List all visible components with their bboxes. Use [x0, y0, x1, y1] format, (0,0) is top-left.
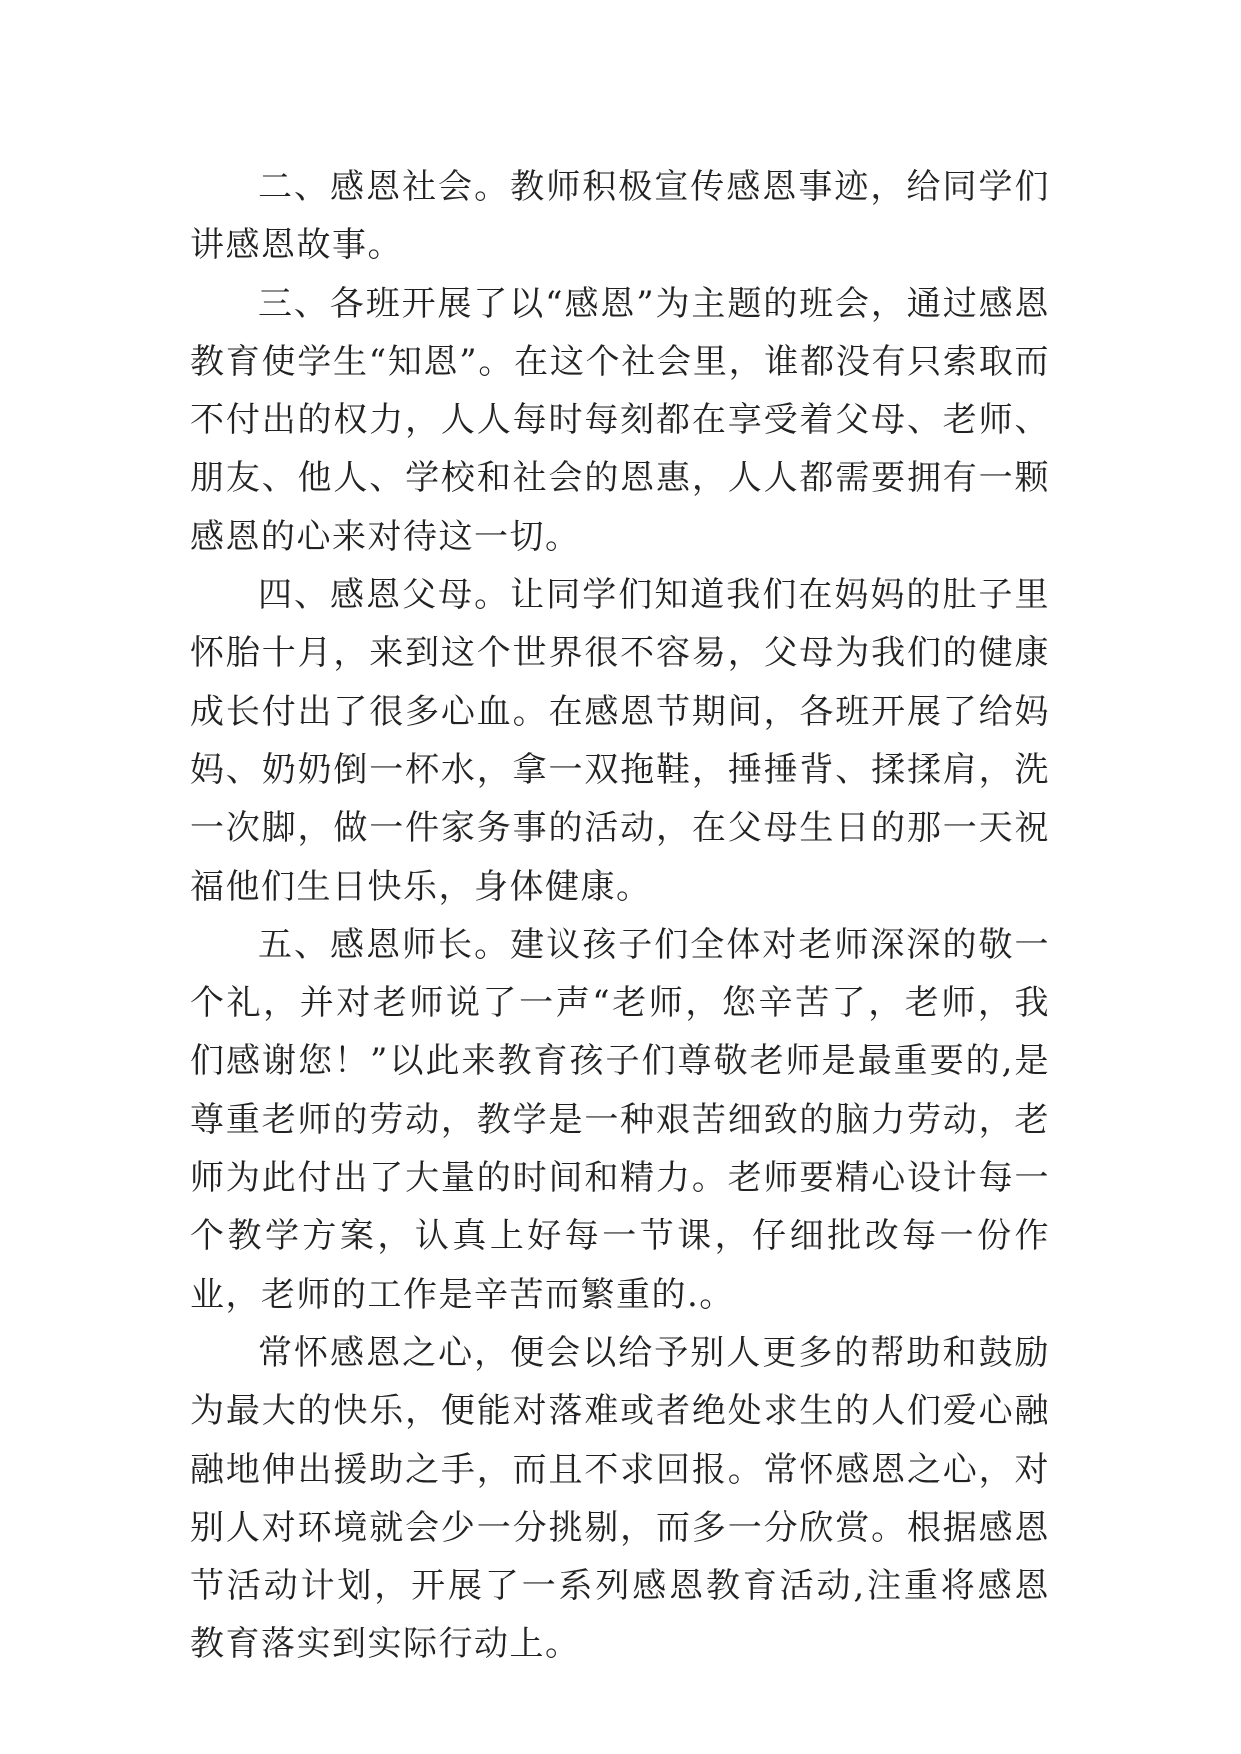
paragraph-gratitude-society: 二、感恩社会。教师积极宣传感恩事迹，给同学们讲感恩故事。: [190, 167, 1050, 266]
paragraph-conclusion: 常怀感恩之心，便会以给予别人更多的帮助和鼓励为最大的快乐，便能对落难或者绝处求生的人们爱心融融地伸出援助之手，而且不求回报。常怀感恩之心，对别人对环境就会少一分挑剔，而多一分欣赏。根据感恩节活动计划，开展了一系列感恩教育活动,注重将感恩教育落实到实际行动上。: [190, 1332, 1050, 1665]
paragraph-gratitude-parents: 四、感恩父母。让同学们知道我们在妈妈的肚子里怀胎十月，来到这个世界很不容易，父母为我们的健康成长付出了很多心血。在感恩节期间，各班开展了给妈妈、奶奶倒一杯水，拿一双拖鞋，捶捶背、揉揉肩，洗一次脚，做一件家务事的活动，在父母生日的那一天祝福他们生日快乐，身体健康。: [190, 575, 1050, 907]
paragraph-class-meeting: 三、各班开展了以“感恩”为主题的班会，通过感恩教育使学生“知恩”。在这个社会里，谁都没有只索取而不付出的权力，人人每时每刻都在享受着父母、老师、朋友、他人、学校和社会的恩惠，人人都需要拥有一颗感恩的心来对待这一切。: [190, 283, 1050, 557]
document-body: [190, 158, 1050, 1674]
paragraph-gratitude-teachers: 五、感恩师长。建议孩子们全体对老师深深的敬一个礼，并对老师说了一声“老师，您辛苦了，老师，我们感谢您！”以此来教育孩子们尊敬老师是最重要的,是尊重老师的劳动，教学是一种艰苦细致的脑力劳动，老师为此付出了大量的时间和精力。老师要精心设计每一个教学方案，认真上好每一节课，仔细批改每一份作业，老师的工作是辛苦而繁重的.。: [190, 924, 1050, 1315]
